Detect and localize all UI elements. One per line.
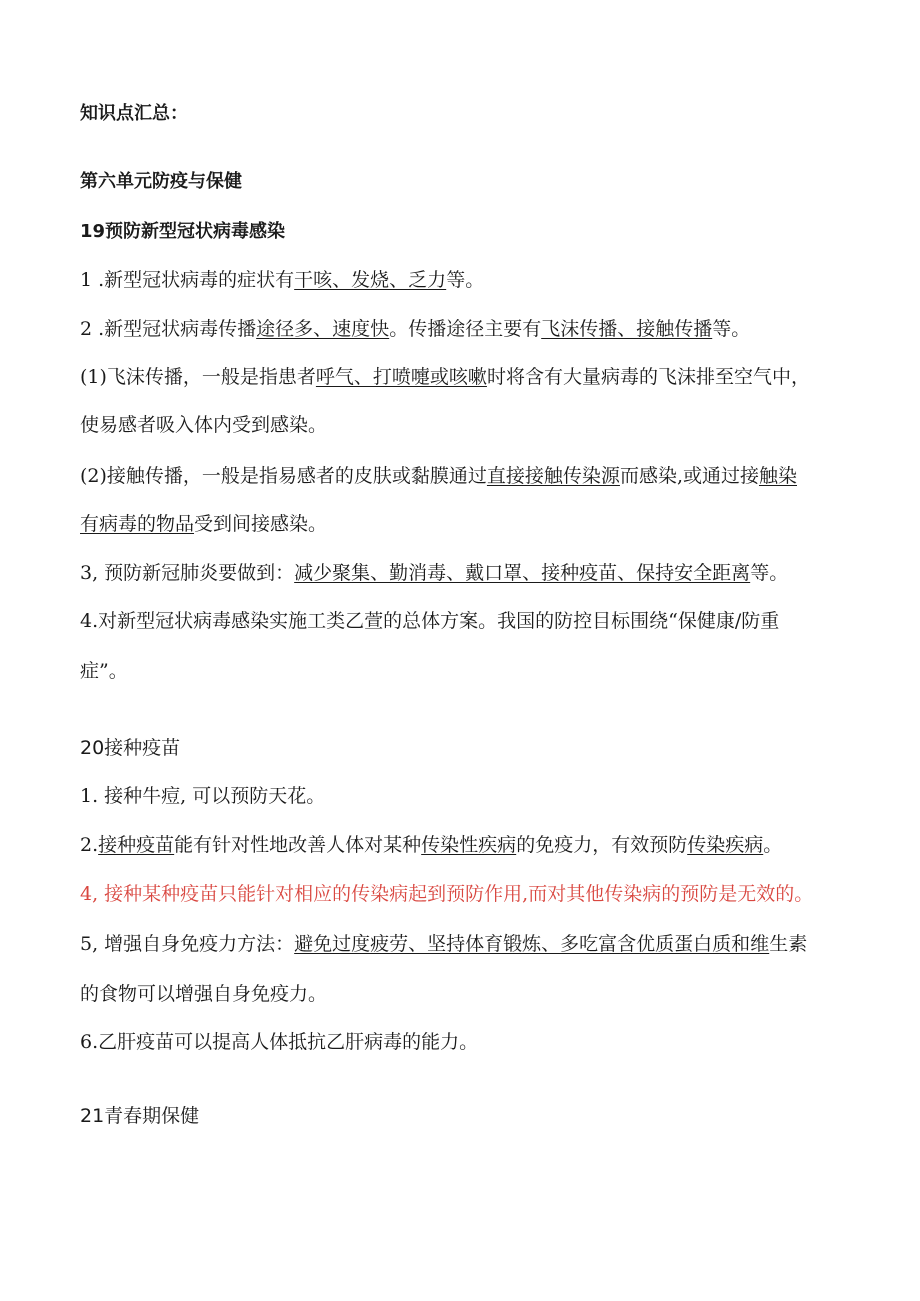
s19-p3-text: (1)飞沫传播，一般是指患者 xyxy=(80,366,316,388)
s19-point-6: 4.对新型冠状病毒感染实施工类乙萱的总体方案。我国的防控目标围绕“保健康/防重 xyxy=(80,610,780,632)
section-21-heading: 21青春期保健 xyxy=(80,1105,200,1127)
s19-point-3 xyxy=(80,363,850,391)
s19-point-3-cont: 使易感者吸入体内受到感染。 xyxy=(80,414,328,436)
s20-p4-underline: 避免过度疲劳、坚持体育锻炼、多吃富含优质蛋白质和维 xyxy=(294,933,770,955)
s20-p2-text: 能有针对性地改善人体对某种 xyxy=(174,834,422,856)
s20-p2-num: 2. xyxy=(80,834,99,856)
s20-point-1: 1. 接种牛痘, 可以预防天花。 xyxy=(80,785,326,807)
s19-p2-underline-1: 途径多、速度快 xyxy=(256,318,390,340)
s19-p4-underline-2: 触染 xyxy=(758,465,797,487)
s20-point-3 xyxy=(80,880,850,908)
s19-p4-end: 受到间接感染。 xyxy=(194,513,328,535)
s20-p2-underline-1: 接种疫苗 xyxy=(98,834,175,856)
s20-p2-mid: 的免疫力，有效预防 xyxy=(516,834,688,856)
s20-point-5: 6.乙肝疫苗可以提高人体抵抗乙肝病毒的能力。 xyxy=(80,1031,479,1053)
s19-p2-end: 等。 xyxy=(712,318,751,340)
s19-p1-end: 等。 xyxy=(446,269,485,291)
s19-p5-end: 等。 xyxy=(750,562,789,584)
s19-p4-mid: 而感染,或通过接 xyxy=(619,465,759,487)
unit-heading: 第六单元防疫与保健 xyxy=(80,171,242,192)
section-19-heading: 19预防新型冠状病毒感染 xyxy=(80,221,286,242)
summary-heading: 知识点汇总： xyxy=(80,103,188,124)
s19-p5-underline: 减少聚集、勤消毒、戴口罩、接种疫苗、保持安全距离 xyxy=(294,562,751,584)
s19-p4-underline-1: 直接接触传染源 xyxy=(486,465,620,487)
s20-p4-end: 生素 xyxy=(769,933,808,955)
s19-point-1 xyxy=(80,266,850,294)
s20-point-4-cont: 的食物可以增强自身免疫力。 xyxy=(80,983,328,1005)
s19-p3-underline: 呼气、打喷嚏或咳嗽 xyxy=(315,366,487,388)
s20-p3-num: 4, xyxy=(80,883,99,905)
s19-p1-text: 1 .新型冠状病毒的症状有 xyxy=(80,269,295,291)
s19-point-2 xyxy=(80,315,850,343)
s19-point-4-cont xyxy=(80,510,850,538)
s19-p1-underline: 干咳、发烧、乏力 xyxy=(294,269,447,291)
s20-p2-underline-2: 传染性疾病 xyxy=(421,834,517,856)
s19-point-5 xyxy=(80,559,850,587)
s19-p4-text: (2)接触传播，一般是指易感者的皮肤或黏膜通过 xyxy=(80,465,487,487)
s19-p3-rest: 时将含有大量病毒的飞沫排至空气中， xyxy=(486,366,810,388)
s19-point-6-cont: 症”。 xyxy=(80,660,128,682)
s19-p2-text: 2 .新型冠状病毒传播 xyxy=(80,318,257,340)
s20-p3-highlight: 接种某种疫苗只能针对相应的传染病起到预防作用,而对其他传染病的预防是无效的。 xyxy=(98,883,814,905)
s19-p2-mid: 。传播途径主要有 xyxy=(389,318,542,340)
s19-p2-underline-2: 飞沫传播、接触传播 xyxy=(541,318,713,340)
s19-point-4 xyxy=(80,462,850,490)
s20-p2-underline-3: 传染疾病 xyxy=(687,834,764,856)
s20-p2-end: 。 xyxy=(763,834,783,856)
s19-p5-text: 3, 预防新冠肺炎要做到： xyxy=(80,562,295,584)
s20-p4-text: 5, 增强自身免疫力方法： xyxy=(80,933,295,955)
s20-point-2 xyxy=(80,831,850,859)
section-20-heading: 20接种疫苗 xyxy=(80,737,181,759)
s20-point-4 xyxy=(80,930,850,958)
s19-p4-underline-3: 有病毒的物品 xyxy=(80,513,195,535)
